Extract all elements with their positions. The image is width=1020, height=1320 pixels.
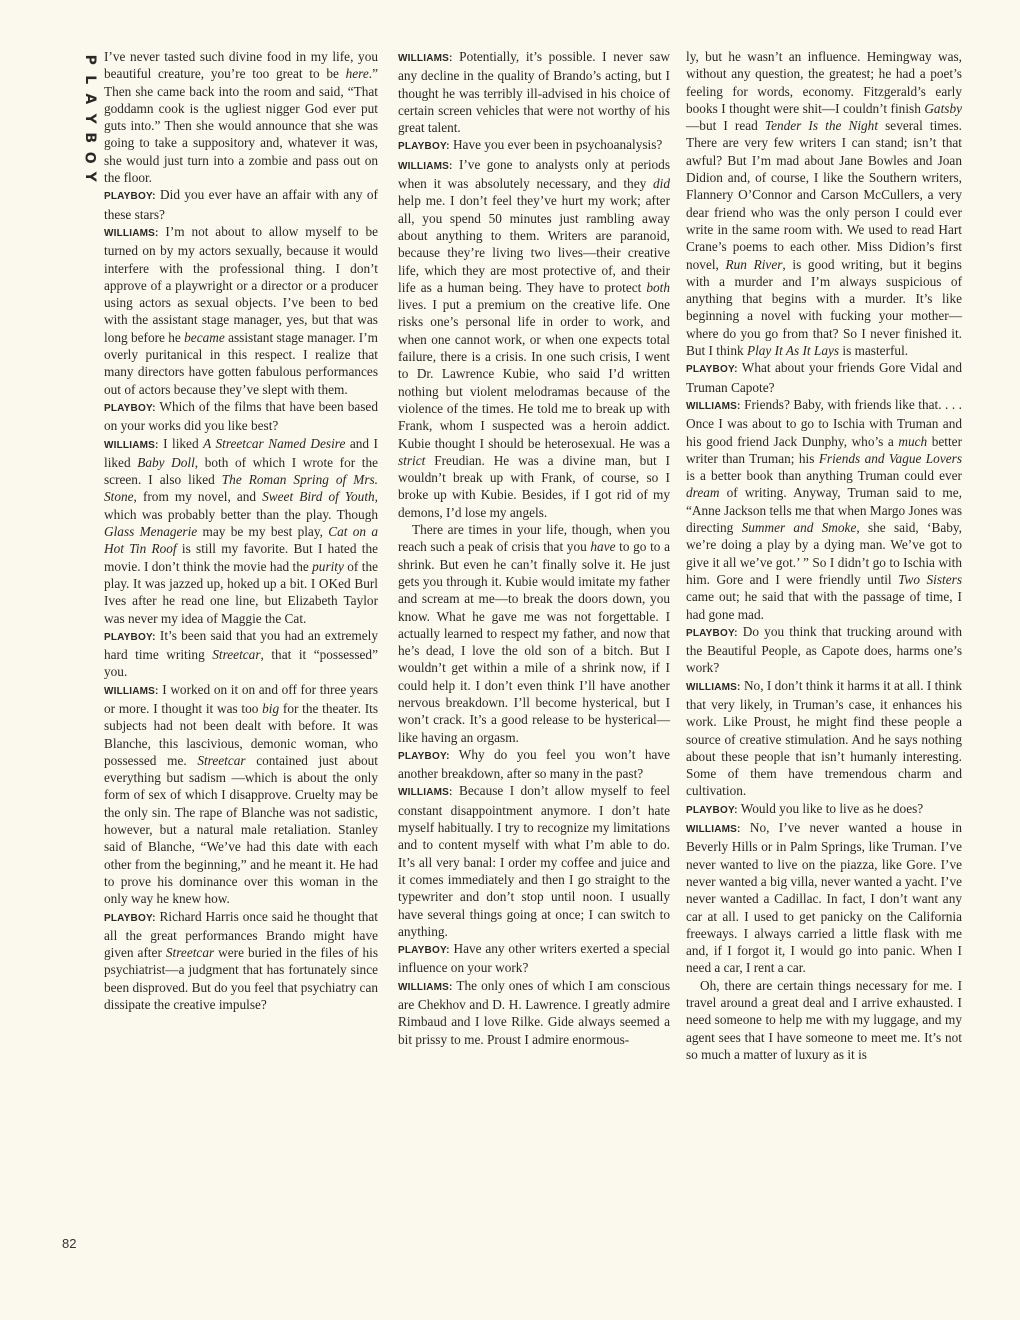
paragraph: PLAYBOY: It’s been said that you had an extremely hard time writing Streetcar, that it “possessed” you. [104,627,379,680]
title-italic: Cat on a Hot Tin Roof [104,524,378,557]
paragraph: PLAYBOY: Have you ever been in psychoanalysis? [398,137,663,153]
title-italic: became [184,329,225,345]
masthead-letter: O [81,151,98,164]
title-italic: Play It As It Lays [746,343,840,359]
masthead-letter: L [81,74,98,84]
title-italic: The Roman Spring of Mrs. Stone [104,472,379,505]
page-number: 82 [62,1236,77,1251]
paragraph: WILLIAMS: I liked A Streetcar Named Desire and I liked Baby Doll, both of which I wrote for the screen. I also liked The Roman Spring of Mrs. Stone, from my novel, and Sweet Bird of Youth, which was probably better than the play. Though Glass Menagerie may be my best play, Cat on a Hot Tin Roof is still my favorite. But I hated the movie. I don’t think the movie had the purity of the play. It was jazzed up, hoked up a bit. I OKed Burl Ives after he read one line, but Elizabeth Taylor was never my idea of Maggie the Cat. [104,435,379,626]
text-column-1 [104,48,378,1013]
speaker-label: PLAYBOY: [686,627,738,639]
paragraph: WILLIAMS: I’m not about to allow myself to be turned on by my actors sexually, because it would interfere with the professional thing. I don’t approve of a playwright or a director or a producer using actors as sexual objects. I’ve been to bed with the assistant stage manager, yes, but that was long before he became assistant stage manager. I’m overly puritanical in this respect. I realize that many directors have gotten fabulous performances out of actors because they’ve slept with them. [104,223,378,397]
speaker-label: WILLIAMS: [398,981,453,993]
title-italic: Summer and Smoke [741,520,857,536]
title-italic: strict [398,452,426,468]
paragraph: I’ve never tasted such divine food in my life, you beautiful creature, you’re too great to be here.” Then she came back into the room and said, “That goddamn cook is the ugliest nigger God ever put guts into.” Then she would announce that she was going to take a suppository and, whatever it was, she would just turn into a zombie and pass out on the floor. [104,49,378,186]
title-italic: Tender Is the Night [764,118,879,134]
title-italic: A Streetcar Named Desire [203,435,346,451]
paragraph: WILLIAMS: No, I don’t think it harms it at all. I think that very likely, in Truman’s case, it enhances his work. Like Proust, he might find these people a source of creative stimulation. And he says nothing about these people that isn’t humanly interesting. Some of them have tremendous charm and cultivation. [686,677,963,799]
speaker-label: PLAYBOY: [398,141,450,153]
masthead-letter: P [81,54,98,65]
paragraph: WILLIAMS: I’ve gone to analysts only at periods when it was absolutely necessary, and they did help me. I don’t feel they’ve hurt my work; after all, you spend 50 minutes just rambling away about anything to them. Writers are paranoid, because they’re living two lives—their creative life, which they are most protective of, and their life as a human being. They have to protect both lives. I put a premium on the creative life. One risks one’s personal life in order to work, and when one cannot work, or when one expects total failure, there is a crisis. In one such crisis, I went to Dr. Lawrence Kubie, who said I’d written nothing but violent melodramas because of the violence of the times. He told me to break up with Frank, whom I suspected was a heroin addict. Kubie thought I should be heterosexual. He was a strict Freudian. He was a divine man, but I wouldn’t break up with Frank, of course, so I broke up with Kubie. Besides, if I got rid of my demons, I’d lose my angels. [398,156,670,520]
title-italic: Glass Menagerie [104,524,198,540]
title-italic: have [590,539,616,555]
paragraph: PLAYBOY: Richard Harris once said he thought that all the great performances Brando might have given after Streetcar were buried in the files of his psychiatrist—a judgment that has fortunately since been disproved. But do you feel that psychiatry can dissipate the creative impulse? [104,908,379,1013]
title-italic: Streetcar [212,647,261,663]
playboy-masthead [76,50,102,187]
paragraph: ly, but he wasn’t an influence. Hemingway was, without any question, the greatest; he had a poet’s feeling for words, economy. Fitzgerald’s early books I thought were shit—I couldn’t finish Gatsby—but I read Tender Is the Night several times. There are very few writers I can stand; isn’t that awful? But I’m mad about Jane Bowles and Joan Didion and, of course, I like the Southern writers, Flannery O’Connor and Carson McCullers, a very dear friend who was the only person I could ever write in the same room with. We used to read Hart Crane’s poems to each other. Miss Didion’s first novel, Run River, is good writing, but it begins with a murder and I’m always suspicious of anything that begins with a murder. It’s like beginning a novel with fucking your mother—where do you go from that? So I never finished it. But I think Play It As It Lays is masterful. [686,49,963,359]
speaker-label: WILLIAMS: [104,685,159,697]
title-italic: Run River [725,256,783,272]
title-italic: dream [686,485,720,501]
title-italic: here [345,66,369,82]
speaker-label: WILLIAMS: [686,681,741,693]
speaker-label: WILLIAMS: [104,227,159,239]
paragraph: PLAYBOY: Which of the films that have been based on your works did you like best? [104,398,378,434]
title-italic: Streetcar [197,752,246,768]
paragraph: PLAYBOY: Did you ever have an affair with any of these stars? [104,187,378,222]
title-italic: Two Sisters [898,571,962,587]
speaker-label: WILLIAMS: [398,160,453,172]
paragraph: PLAYBOY: Would you like to live as he does? [686,800,924,816]
speaker-label: PLAYBOY: [104,191,156,203]
paragraph: There are times in your life, though, when you reach such a peak of crisis that you have to go to a shrink. But even he can’t finally solve it. He just gets you through it. Kubie would imitate my father and scream at me—to break the doors down, you know. What he gave me was not forgettable. I actually learned to respect my father, and now that he’s dead, I love the old son of a bitch. But I wouldn’t get within a mile of a shrink now, if I could help it. I don’t even think I’ll have another nervous breakdown. I’ll become hysterical, but I won’t crack. It’s a good release to be hysterical—like having an orgasm. [398,522,671,745]
paragraph: Oh, there are certain things necessary for me. I travel around a great deal and I arrive exhausted. I need someone to help me with my luggage, and my agent sees that I have someone to meet me. It’s not so much a matter of luxury as it is [686,977,962,1062]
paragraph: WILLIAMS: Because I don’t allow myself to feel constant disappointment anymore. I don’t hate myself habitually. I try to recognize my limitations and to content myself with what I’m able to do. It’s all very banal: I order my coffee and juice and it comes immediately and then I go straight to the typewriter and don’t stop until noon. I usually have several things going at once; I can switch to anything. [398,783,671,939]
speaker-label: PLAYBOY: [398,945,450,957]
title-italic: Sweet Bird of Youth [262,489,375,505]
title-italic: purity [312,558,344,574]
title-italic: both [646,279,670,295]
title-italic: big [262,700,280,716]
paragraph: PLAYBOY: Why do you feel you won’t have another breakdown, after so many in the past? [398,746,670,782]
paragraph: PLAYBOY: What about your friends Gore Vidal and Truman Capote? [686,360,962,395]
paragraph: WILLIAMS: The only ones of which I am conscious are Chekhov and D. H. Lawrence. I greatly admire Rimbaud and I love Rilke. Gide always seemed a bit prissy to me. Proust I admire enormous- [398,977,670,1047]
paragraph: PLAYBOY: Have any other writers exerted a special influence on your work? [398,941,671,976]
paragraph: PLAYBOY: Do you think that trucking around with the Beautiful People, as Capote does, harms one’s work? [686,623,962,676]
speaker-label: PLAYBOY: [104,631,156,643]
speaker-label: WILLIAMS: [104,439,159,451]
speaker-label: WILLIAMS: [398,787,453,799]
speaker-label: WILLIAMS: [686,824,741,836]
speaker-label: PLAYBOY: [686,364,738,376]
paragraph: WILLIAMS: Potentially, it’s possible. I never saw any decline in the quality of Brando’s acting, but I thought he was terribly ill-advised in his choice of certain screen vehicles that were not worthy of his great talent. [398,49,670,136]
speaker-label: PLAYBOY: [686,804,738,816]
masthead-letter: Y [81,171,98,182]
title-italic: Friends and Vague Lovers [818,450,962,466]
title-italic: much [898,433,928,449]
masthead-letter: A [81,93,98,105]
masthead-letter: B [81,132,98,144]
title-italic: Baby Doll [137,454,195,470]
title-italic: Streetcar [165,945,215,961]
speaker-label: WILLIAMS: [686,400,741,412]
speaker-label: PLAYBOY: [104,402,156,414]
text-column-2 [398,48,670,1048]
title-italic: Gatsby [924,100,962,116]
speaker-label: PLAYBOY: [398,750,450,762]
title-italic: did [653,176,670,192]
paragraph: WILLIAMS: No, I’ve never wanted a house in Beverly Hills or in Palm Springs, like Truman. I’ve never wanted to live on the piazza, like Gore. I’ve never wanted a big villa, never wanted a yacht. I’ve never wanted a Cadillac. In fact, I don’t want any car at all. I used to get panicky on the California freeways. I always carried a little flask with me and, if I forgot it, I would go into panic. When I need a car, I rent a car. [686,820,962,976]
text-column-3 [686,48,962,1063]
speaker-label: PLAYBOY: [104,912,156,924]
paragraph: WILLIAMS: I worked on it on and off for three years or more. I thought it was too big for the theater. Its subjects had not been dealt with before. It was Blanche, this lascivious, demonic woman, who possessed me. Streetcar contained just about everything but sadism —which is about the only form of sex of which I disapprove. Cruelty may be the only sin. The rape of Blanche was not sadistic, however, but a natural male retaliation. Stanley said of Blanche, “We’ve had this date with each other from the beginning,” and he meant it. He had to prove his dominance over this woman in the only way he knew how. [104,681,378,907]
speaker-label: WILLIAMS: [398,53,453,64]
paragraph: WILLIAMS: Friends? Baby, with friends like that. . . . Once I was about to go to Ischia with Truman and his good friend Jack Dunphy, who’s a much better writer than Truman; his Friends and Vague Lovers is a better book than anything Truman could ever dream of writing. Anyway, Truman said to me, “Anne Jackson tells me that when Margo Jones was directing Summer and Smoke, she said, ‘Baby, we’re doing a play by a dying man. We’ve got to give it all we’ve got.’ ” So I didn’t go to Ischia with him. Gore and I were friendly until Two Sisters came out; he said that with the passage of time, I had gone mad. [686,396,962,622]
masthead-letter: Y [81,113,98,124]
